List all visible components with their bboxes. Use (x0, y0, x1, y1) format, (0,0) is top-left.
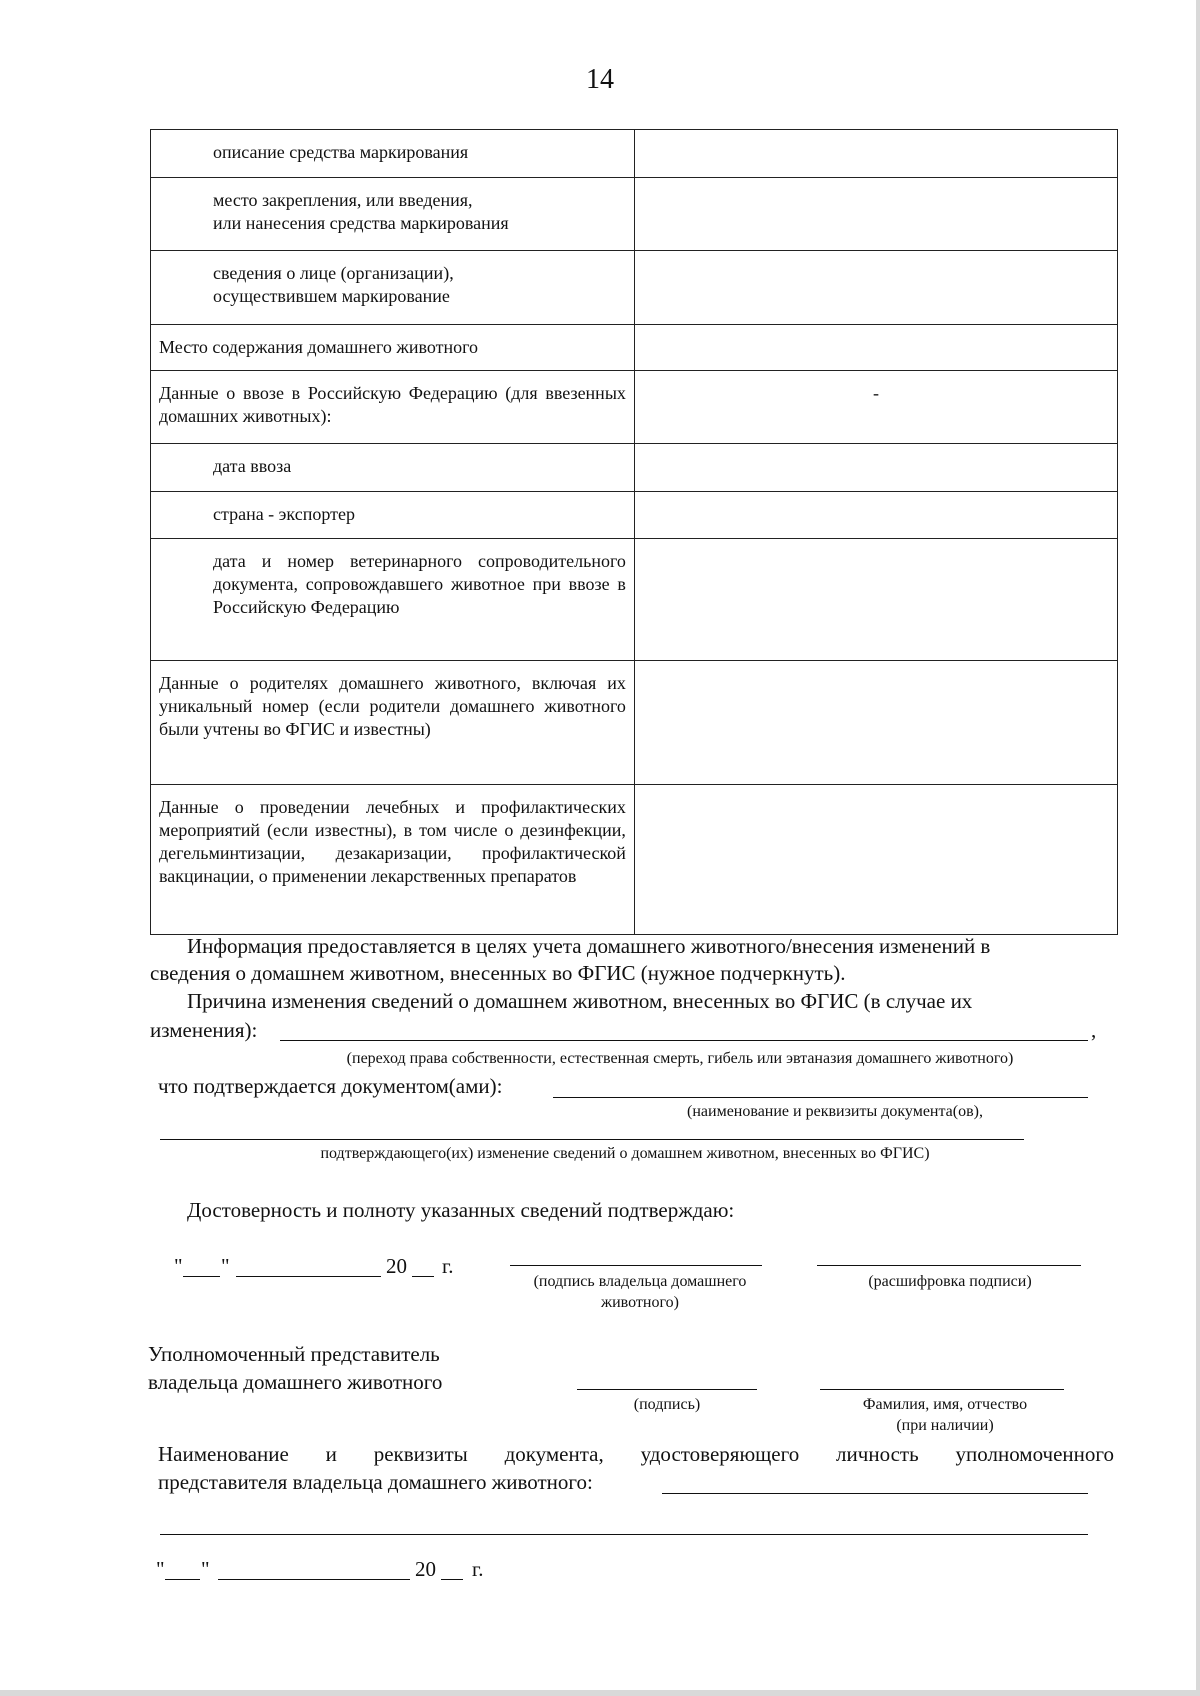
owner-signature-hint: (подпись владельца домашнего животного) (533, 1273, 747, 1311)
row-label-import-date: дата ввоза (213, 456, 292, 476)
date1-year-prefix: 20 (386, 1254, 407, 1278)
value-cell-import-date[interactable] (634, 444, 1117, 492)
table-row (151, 444, 1118, 492)
row-label-parents-data: Данные о родителях домашнего животного, включая их уникальный номер (если родители домашнего животного были учтены во ФГИС и известны) (159, 673, 626, 739)
row-label-marking-place: место закрепления, или введения, или нанесения средства маркирования (213, 190, 509, 233)
table-row (151, 492, 1118, 539)
page-number: 14 (586, 64, 614, 95)
value-cell-parents-data[interactable] (634, 661, 1117, 785)
info-text-line1: Информация предоставляется в целях учета домашнего животного/внесения изменений в (187, 934, 991, 958)
rep-document-input-line[interactable] (662, 1493, 1088, 1494)
date2-year-suffix: г. (472, 1557, 484, 1581)
reason-hint: (переход права собственности, естественная смерть, гибель или эвтаназия домашнего животного) (346, 1050, 1014, 1067)
value-cell-marking-description[interactable] (634, 130, 1117, 178)
date1-quote-open: " (174, 1254, 183, 1278)
signature-decode-line[interactable] (817, 1265, 1081, 1266)
table-row (151, 178, 1118, 251)
date1-year-suffix: г. (442, 1254, 454, 1278)
row-label-marking-person: сведения о лице (организации), осуществившем маркирование (213, 263, 454, 306)
date2-day-field[interactable] (165, 1579, 200, 1580)
table-row (151, 325, 1118, 371)
value-cell-exporter-country[interactable] (634, 492, 1117, 539)
reason-text-line1: Причина изменения сведений о домашнем животном, внесенных во ФГИС (в случае их (187, 989, 973, 1013)
value-cell-treatment-data[interactable] (634, 785, 1117, 935)
info-text-line2: сведения о домашнем животном, внесенных во ФГИС (нужное подчеркнуть). (150, 961, 846, 985)
date2-year-prefix: 20 (415, 1557, 436, 1581)
date2-year-field[interactable] (441, 1579, 463, 1580)
date1-month-field[interactable] (236, 1276, 381, 1277)
reason-input-line[interactable] (280, 1040, 1088, 1041)
confirm-document-input-line-2[interactable] (160, 1139, 1024, 1140)
accuracy-statement: Достоверность и полноту указанных сведений подтверждаю: (187, 1198, 735, 1222)
row-label-keeping-place: Место содержания домашнего животного (159, 337, 479, 357)
table-row (151, 130, 1118, 178)
row-label-exporter-country: страна - экспортер (213, 504, 355, 524)
value-cell-keeping-place[interactable] (634, 325, 1117, 371)
date2-quote-open: " (156, 1557, 165, 1581)
confirm-document-label: что подтверждается документом(ами): (158, 1074, 503, 1098)
representative-name-hint: Фамилия, имя, отчество (при наличии) (862, 1396, 1028, 1434)
document-hint-1: (наименование и реквизиты документа(ов), (687, 1103, 983, 1120)
date1-quote-close: " (221, 1254, 230, 1278)
date2-quote-close: " (201, 1557, 210, 1581)
reason-comma: , (1091, 1018, 1097, 1042)
rep-document-line1: Наименование и реквизиты документа, удостоверяющего личность уполномоченного (158, 1442, 1114, 1466)
pet-info-table (150, 129, 1118, 935)
table-row (151, 251, 1118, 325)
table-row (151, 661, 1118, 785)
table-row (151, 539, 1118, 661)
signature-decode-hint: (расшифровка подписи) (868, 1273, 1032, 1290)
representative-name-line[interactable] (820, 1389, 1064, 1390)
owner-signature-line[interactable] (510, 1265, 762, 1266)
date1-day-field[interactable] (183, 1276, 220, 1277)
rep-document-input-line-2[interactable] (160, 1534, 1088, 1535)
table-row (151, 371, 1118, 444)
confirm-document-input-line[interactable] (553, 1097, 1088, 1098)
date2-month-field[interactable] (218, 1579, 410, 1580)
value-cell-marking-place[interactable] (634, 178, 1117, 251)
table-row (151, 785, 1118, 935)
row-label-marking-description: описание средства маркирования (213, 142, 469, 162)
row-label-import-data: Данные о ввозе в Российскую Федерацию (для ввезенных домашних животных): (159, 383, 626, 426)
representative-signature-hint: (подпись) (633, 1396, 701, 1413)
row-label-treatment-data: Данные о проведении лечебных и профилактических мероприятий (если известны), в том числе о дезинфекции, дегельминтизации, дезакаризации, профилактической вакцинации, о применении лекарственных препаратов (159, 797, 626, 886)
value-cell-vet-document[interactable] (634, 539, 1117, 661)
document-hint-2: подтверждающего(их) изменение сведений о домашнем животном, внесенных во ФГИС) (320, 1145, 930, 1162)
value-cell-import-data: - (872, 383, 879, 403)
representative-label: Уполномоченный представитель владельца домашнего животного (148, 1342, 443, 1394)
value-cell-marking-person[interactable] (634, 251, 1117, 325)
rep-document-line2: представителя владельца домашнего животного: (158, 1470, 593, 1494)
reason-text-line2: изменения): (150, 1018, 258, 1042)
row-label-vet-document: дата и номер ветеринарного сопроводительного документа, сопровождавшего животное при ввозе в Российскую Федерацию (213, 551, 626, 617)
date1-year-field[interactable] (412, 1276, 434, 1277)
representative-signature-line[interactable] (577, 1389, 757, 1390)
